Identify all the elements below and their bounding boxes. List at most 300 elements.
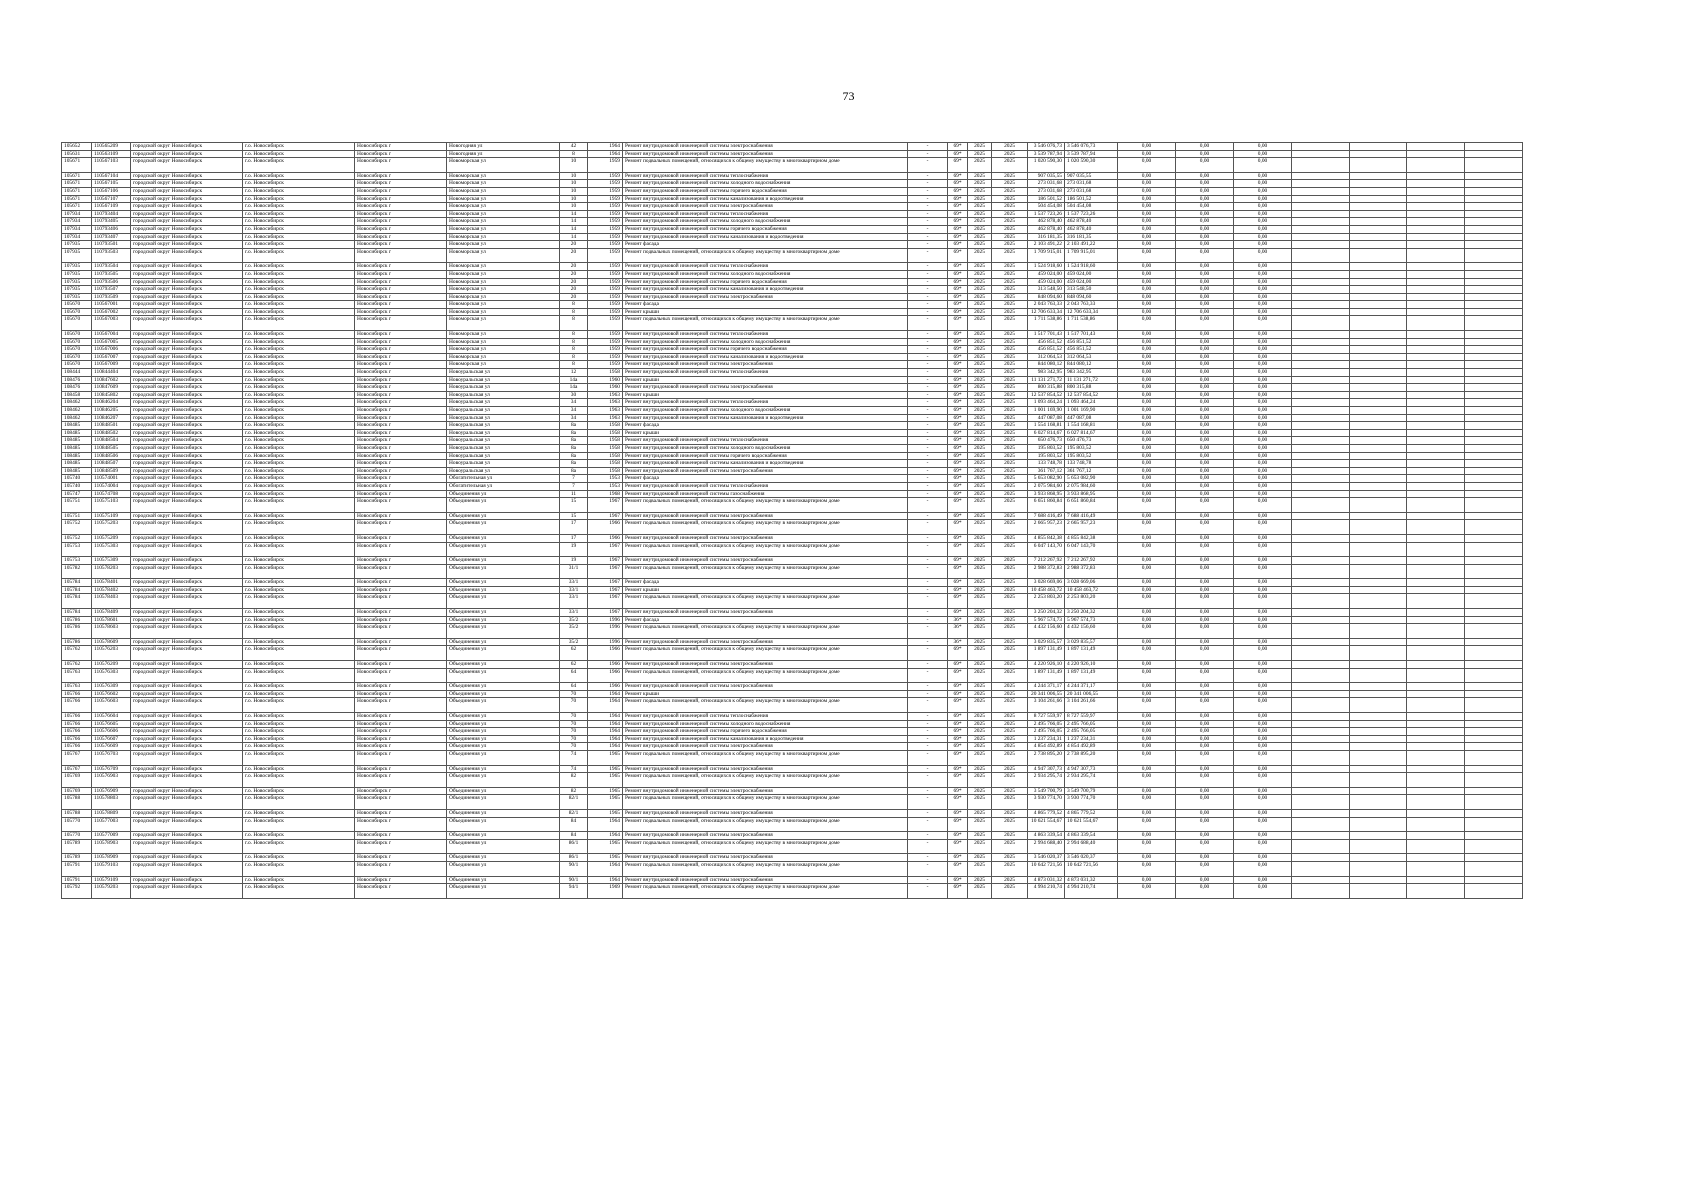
table-cell: Объединения ул — [447, 646, 560, 661]
table-cell: 12 — [560, 369, 588, 377]
table-cell — [1407, 773, 1465, 788]
table-cell: 108485 — [62, 467, 92, 475]
table-cell: Ремонт внутридомовой инженерной системы электроснабжения — [623, 743, 908, 751]
table-cell: 2025 — [992, 512, 1028, 520]
table-cell: 2025 — [992, 203, 1028, 211]
table-cell: 0,00 — [1176, 795, 1234, 810]
table-cell: 1965 — [588, 750, 623, 765]
table-cell: 2025 — [968, 475, 992, 483]
table-cell: - — [908, 331, 948, 339]
table-cell: Новосибирск г — [355, 490, 447, 498]
table-cell: 0,00 — [1234, 795, 1292, 810]
table-cell: городской округ Новосибирск — [131, 361, 243, 369]
table-cell: городской округ Новосибирск — [131, 884, 243, 899]
table-cell: 0,00 — [1176, 437, 1234, 445]
table-cell: 3 549 700,79 — [1028, 787, 1065, 795]
table-cell: 105751 — [62, 512, 92, 520]
table-cell — [1292, 143, 1350, 151]
table-cell: 1 709 915,01 — [1028, 248, 1065, 263]
table-cell: городской округ Новосибирск — [131, 542, 243, 557]
table-cell — [1465, 407, 1523, 415]
table-cell — [1465, 884, 1523, 899]
table-cell: 8 — [560, 346, 588, 354]
table-cell — [1407, 444, 1465, 452]
table-cell — [1407, 720, 1465, 728]
table-cell: 3 930 774,70 — [1065, 795, 1118, 810]
table-cell: 1959 — [588, 158, 623, 173]
table-cell: 462 878,40 — [1065, 225, 1118, 233]
table-cell: Новоморская ул — [447, 308, 560, 316]
table-cell: 0,00 — [1234, 278, 1292, 286]
table-cell: 2025 — [968, 452, 992, 460]
table-cell: 36* — [948, 638, 968, 646]
table-cell — [1465, 713, 1523, 721]
table-cell: 2025 — [968, 353, 992, 361]
table-cell: 0,00 — [1176, 490, 1234, 498]
table-cell: Ремонт подвальных помещений, относящихся к общему имуществу в многоквартирном доме — [623, 668, 908, 683]
table-cell: 1959 — [588, 316, 623, 331]
table-cell: 0,00 — [1118, 180, 1176, 188]
table-cell: 110567006 — [92, 346, 131, 354]
table-cell: 10 642 721,56 — [1065, 861, 1118, 876]
table-cell: 69* — [948, 376, 968, 384]
table-cell — [1350, 331, 1407, 339]
table-cell: 110574001 — [92, 475, 131, 483]
table-cell: 2025 — [992, 218, 1028, 226]
table-cell: 110793407 — [92, 233, 131, 241]
table-cell: Ремонт подвальных помещений, относящихся к общему имуществу в многоквартирном доме — [623, 498, 908, 513]
table-cell: Объединения ул — [447, 787, 560, 795]
table-cell: 0,00 — [1176, 690, 1234, 698]
table-cell — [1465, 720, 1523, 728]
table-cell: Объединения ул — [447, 750, 560, 765]
table-cell: 0,00 — [1234, 646, 1292, 661]
table-cell: городской округ Новосибирск — [131, 187, 243, 195]
table-cell — [1465, 286, 1523, 294]
table-cell: 0,00 — [1234, 225, 1292, 233]
table-cell: 4 873 031,32 — [1028, 876, 1065, 884]
table-cell: городской округ Новосибирск — [131, 369, 243, 377]
table-cell: 0,00 — [1118, 460, 1176, 468]
table-cell — [1465, 338, 1523, 346]
table-cell: городской округ Новосибирск — [131, 399, 243, 407]
table-cell: - — [908, 861, 948, 876]
table-cell: городской округ Новосибирск — [131, 854, 243, 862]
table-cell — [1292, 832, 1350, 840]
table-cell: 195 803,52 — [1028, 444, 1065, 452]
table-cell: 0,00 — [1234, 248, 1292, 263]
table-cell: 0,00 — [1234, 787, 1292, 795]
table-cell: Новосибирск г — [355, 143, 447, 151]
table-cell: 0,00 — [1176, 452, 1234, 460]
table-cell: 1965 — [588, 795, 623, 810]
table-cell: 2025 — [968, 832, 992, 840]
table-cell — [1465, 683, 1523, 691]
table-cell: 110848505 — [92, 444, 131, 452]
table-cell: 0,00 — [1118, 218, 1176, 226]
table-cell — [1465, 187, 1523, 195]
table-cell: 1 537 723,26 — [1028, 210, 1065, 218]
table-cell: 110567103 — [92, 158, 131, 173]
table-cell: 69* — [948, 690, 968, 698]
table-cell — [1292, 683, 1350, 691]
table-cell: 1964 — [588, 817, 623, 832]
page-number: 73 — [842, 89, 855, 103]
table-cell: 844 080,12 — [1065, 361, 1118, 369]
table-cell — [1465, 765, 1523, 773]
table-cell: 69* — [948, 407, 968, 415]
table-cell — [1407, 512, 1465, 520]
table-cell: 3 546 076,73 — [1028, 143, 1065, 151]
table-cell: городской округ Новосибирск — [131, 750, 243, 765]
table-cell: 2025 — [992, 743, 1028, 751]
table-cell: 1959 — [588, 180, 623, 188]
table-cell: 2025 — [968, 861, 992, 876]
table-cell: 11 131 271,72 — [1065, 376, 1118, 384]
table-row — [62, 661, 1523, 669]
table-cell: 0,00 — [1176, 594, 1234, 609]
table-cell: 0,00 — [1118, 338, 1176, 346]
table-cell: 10 621 554,67 — [1065, 817, 1118, 832]
table-cell: 107935 — [62, 270, 92, 278]
table-cell: 2025 — [992, 376, 1028, 384]
table-cell: Ремонт подвальных помещений, относящихся к общему имуществу в многоквартирном доме — [623, 594, 908, 609]
table-cell: 1 897 131,49 — [1028, 646, 1065, 661]
table-cell: г.о. Новосибирск — [243, 187, 355, 195]
table-cell: 2 103 491,22 — [1028, 241, 1065, 249]
table-cell: 2025 — [992, 720, 1028, 728]
table-cell — [1292, 579, 1350, 587]
table-cell: 0,00 — [1176, 210, 1234, 218]
table-cell: г.о. Новосибирск — [243, 346, 355, 354]
table-cell — [1465, 743, 1523, 751]
table-row — [62, 180, 1523, 188]
table-cell: 0,00 — [1234, 293, 1292, 301]
table-cell — [1292, 668, 1350, 683]
table-cell: 2025 — [992, 557, 1028, 565]
table-cell: Новоморская ул — [447, 218, 560, 226]
table-cell: Новосибирск г — [355, 338, 447, 346]
table-cell: 20 341 006,55 — [1065, 690, 1118, 698]
table-cell: 10 458 463,72 — [1028, 586, 1065, 594]
table-cell: 10 642 721,56 — [1028, 861, 1065, 876]
table-cell: 2025 — [968, 225, 992, 233]
table-cell — [1407, 586, 1465, 594]
table-cell: 312 064,53 — [1028, 353, 1065, 361]
table-cell: 0,00 — [1118, 557, 1176, 565]
table-cell: городской округ Новосибирск — [131, 795, 243, 810]
table-cell: 36* — [948, 616, 968, 624]
table-cell: - — [908, 399, 948, 407]
table-cell: 0,00 — [1176, 832, 1234, 840]
table-cell — [1292, 172, 1350, 180]
table-cell — [1350, 225, 1407, 233]
table-cell: 361 767,12 — [1028, 467, 1065, 475]
table-cell: 11 131 271,72 — [1028, 376, 1065, 384]
table-cell — [1292, 308, 1350, 316]
table-cell — [1292, 787, 1350, 795]
table-cell: Новосибирск г — [355, 839, 447, 854]
table-cell: - — [908, 286, 948, 294]
table-cell: 2025 — [992, 884, 1028, 899]
table-cell: Ремонт внутридомовой инженерной системы горячего водоснабжения — [623, 187, 908, 195]
table-cell: Ремонт внутридомовой инженерной системы газоснабжения — [623, 490, 908, 498]
table-cell — [1292, 728, 1350, 736]
table-cell: Новосибирск г — [355, 594, 447, 609]
table-cell: 110567104 — [92, 172, 131, 180]
table-cell: Новоморская ул — [447, 233, 560, 241]
table-cell: 0,00 — [1118, 172, 1176, 180]
table-cell: 105762 — [62, 661, 92, 669]
table-cell — [1465, 172, 1523, 180]
table-cell — [1292, 861, 1350, 876]
table-cell: 1958 — [588, 460, 623, 468]
table-row — [62, 743, 1523, 751]
table-cell: 2025 — [968, 646, 992, 661]
table-cell: 69* — [948, 361, 968, 369]
table-cell: 3 028 669,06 — [1065, 579, 1118, 587]
table-cell: 0,00 — [1234, 203, 1292, 211]
table-cell: - — [908, 795, 948, 810]
table-cell: 0,00 — [1176, 278, 1234, 286]
table-cell: 2 075 984,60 — [1028, 482, 1065, 490]
table-cell — [1407, 839, 1465, 854]
table-cell: Объединения ул — [447, 854, 560, 862]
table-cell: 110793504 — [92, 263, 131, 271]
table-cell — [1350, 422, 1407, 430]
table-cell: Ремонт внутридомовой инженерной системы теплоснабжения — [623, 437, 908, 445]
table-cell: 105770 — [62, 832, 92, 840]
table-cell — [1292, 180, 1350, 188]
table-cell: - — [908, 534, 948, 542]
table-cell: 0,00 — [1234, 331, 1292, 339]
table-cell: г.о. Новосибирск — [243, 520, 355, 535]
table-cell — [1465, 668, 1523, 683]
table-cell: - — [908, 422, 948, 430]
table-cell: 1964 — [588, 698, 623, 713]
table-cell: 983 342,95 — [1028, 369, 1065, 377]
table-cell: 69* — [948, 884, 968, 899]
table-cell: 12 706 633,34 — [1065, 308, 1118, 316]
table-cell: 2 495 766,05 — [1028, 720, 1065, 728]
table-cell: 0,00 — [1234, 616, 1292, 624]
table-cell: 107934 — [62, 218, 92, 226]
table-cell: Новоморская ул — [447, 346, 560, 354]
table-cell: 0,00 — [1118, 594, 1176, 609]
table-row — [62, 195, 1523, 203]
table-row — [62, 861, 1523, 876]
table-cell — [1292, 203, 1350, 211]
table-cell — [1350, 616, 1407, 624]
table-cell: 0,00 — [1118, 286, 1176, 294]
table-cell: 0,00 — [1176, 316, 1234, 331]
table-cell — [1465, 773, 1523, 788]
table-cell: - — [908, 437, 948, 445]
table-cell: 1963 — [588, 414, 623, 422]
table-cell: г.о. Новосибирск — [243, 668, 355, 683]
table-cell: 105671 — [62, 172, 92, 180]
table-cell: 2025 — [992, 817, 1028, 832]
table-cell: 1958 — [588, 437, 623, 445]
table-cell: - — [908, 683, 948, 691]
table-cell — [1292, 391, 1350, 399]
table-cell: г.о. Новосибирск — [243, 353, 355, 361]
table-cell: 459 024,00 — [1065, 270, 1118, 278]
table-cell: 74 — [560, 765, 588, 773]
table-cell: 2025 — [992, 646, 1028, 661]
table-cell: городской округ Новосибирск — [131, 743, 243, 751]
table-cell: 105671 — [62, 187, 92, 195]
table-cell: 1959 — [588, 187, 623, 195]
table-cell: 1 711 538,86 — [1028, 316, 1065, 331]
table-cell: 1966 — [588, 520, 623, 535]
table-row — [62, 233, 1523, 241]
table-cell: 1 524 918,60 — [1065, 263, 1118, 271]
table-cell: 110576606 — [92, 728, 131, 736]
table-cell: 1959 — [588, 195, 623, 203]
table-cell — [1350, 720, 1407, 728]
table-cell — [1350, 594, 1407, 609]
table-cell: 69* — [948, 795, 968, 810]
table-cell: Новосибирск г — [355, 150, 447, 158]
table-cell: г.о. Новосибирск — [243, 854, 355, 862]
table-cell: 2025 — [968, 278, 992, 286]
table-cell — [1350, 534, 1407, 542]
table-cell: 70 — [560, 728, 588, 736]
table-cell — [1465, 278, 1523, 286]
table-row — [62, 444, 1523, 452]
table-cell: Ремонт внутридомовой инженерной системы теплоснабжения — [623, 210, 908, 218]
table-cell: 0,00 — [1118, 263, 1176, 271]
table-cell — [1292, 278, 1350, 286]
table-cell: 69* — [948, 661, 968, 669]
table-cell — [1465, 308, 1523, 316]
table-cell: 2025 — [968, 668, 992, 683]
table-cell: 110846207 — [92, 414, 131, 422]
table-cell: Новосибирск г — [355, 331, 447, 339]
table-cell: - — [908, 832, 948, 840]
table-cell: 110793406 — [92, 225, 131, 233]
table-row — [62, 683, 1523, 691]
table-cell: 2025 — [992, 773, 1028, 788]
table-cell: Новосибирск г — [355, 668, 447, 683]
table-cell — [1407, 638, 1465, 646]
table-cell: 0,00 — [1118, 735, 1176, 743]
table-cell: г.о. Новосибирск — [243, 369, 355, 377]
table-cell: 2025 — [992, 542, 1028, 557]
table-cell — [1350, 482, 1407, 490]
table-cell: 10 458 463,72 — [1065, 586, 1118, 594]
table-cell: 0,00 — [1176, 444, 1234, 452]
table-row — [62, 735, 1523, 743]
table-cell — [1465, 735, 1523, 743]
table-cell — [1292, 720, 1350, 728]
table-cell: 105784 — [62, 586, 92, 594]
table-cell: 1967 — [588, 579, 623, 587]
table-cell — [1350, 750, 1407, 765]
table-cell: 0,00 — [1118, 809, 1176, 817]
table-cell: 107935 — [62, 278, 92, 286]
table-row — [62, 241, 1523, 249]
table-cell: 19 — [560, 542, 588, 557]
table-cell: - — [908, 490, 948, 498]
table-cell: Новосибирск г — [355, 241, 447, 249]
table-row — [62, 809, 1523, 817]
table-cell: 2025 — [992, 346, 1028, 354]
table-cell: Новоморская ул — [447, 195, 560, 203]
table-cell — [1292, 346, 1350, 354]
table-cell: 0,00 — [1234, 316, 1292, 331]
table-cell — [1350, 407, 1407, 415]
table-row — [62, 520, 1523, 535]
table-cell: Объединения ул — [447, 594, 560, 609]
table-cell: Новосибирск г — [355, 301, 447, 309]
table-row — [62, 391, 1523, 399]
table-cell: 0,00 — [1234, 338, 1292, 346]
table-cell: Объединения ул — [447, 557, 560, 565]
table-cell: 69* — [948, 520, 968, 535]
table-cell: 4 432 156,60 — [1065, 624, 1118, 639]
table-cell — [1350, 384, 1407, 392]
table-cell — [1465, 293, 1523, 301]
table-cell: г.о. Новосибирск — [243, 690, 355, 698]
table-cell: 2025 — [992, 278, 1028, 286]
table-cell: 2025 — [992, 444, 1028, 452]
table-cell: г.о. Новосибирск — [243, 564, 355, 579]
table-row — [62, 369, 1523, 377]
table-cell: 2025 — [992, 564, 1028, 579]
table-cell — [1407, 668, 1465, 683]
table-cell: 0,00 — [1118, 444, 1176, 452]
table-cell: - — [908, 564, 948, 579]
table-cell — [1350, 817, 1407, 832]
table-cell: 2 738 895,20 — [1065, 750, 1118, 765]
table-cell: 2025 — [968, 542, 992, 557]
table-cell: г.о. Новосибирск — [243, 143, 355, 151]
table-cell — [1407, 520, 1465, 535]
table-cell: 2025 — [992, 369, 1028, 377]
table-cell: 69* — [948, 308, 968, 316]
table-cell: 0,00 — [1176, 150, 1234, 158]
table-cell: 69* — [948, 384, 968, 392]
table-cell: 0,00 — [1118, 690, 1176, 698]
table-cell: Обогатительная ул — [447, 475, 560, 483]
table-cell: 0,00 — [1176, 787, 1234, 795]
table-cell: 4 863 339,54 — [1028, 832, 1065, 840]
table-cell: 108462 — [62, 399, 92, 407]
table-cell: 7 212 267,92 — [1028, 557, 1065, 565]
table-row — [62, 263, 1523, 271]
table-cell: Объединения ул — [447, 542, 560, 557]
table-cell: Новосибирск г — [355, 361, 447, 369]
table-cell — [1407, 407, 1465, 415]
table-cell: 0,00 — [1118, 475, 1176, 483]
table-cell: г.о. Новосибирск — [243, 422, 355, 430]
table-cell — [1407, 809, 1465, 817]
table-cell: 110565209 — [92, 143, 131, 151]
table-cell: 1960 — [588, 384, 623, 392]
table-cell: 0,00 — [1234, 728, 1292, 736]
table-cell: 69* — [948, 557, 968, 565]
table-cell: 1964 — [588, 861, 623, 876]
table-cell — [1292, 293, 1350, 301]
table-cell: 2025 — [992, 787, 1028, 795]
table-cell: 11 — [560, 490, 588, 498]
table-cell: Новосибирск г — [355, 720, 447, 728]
table-cell: 34 — [560, 399, 588, 407]
table-cell: 0,00 — [1118, 609, 1176, 617]
table-cell — [1292, 735, 1350, 743]
